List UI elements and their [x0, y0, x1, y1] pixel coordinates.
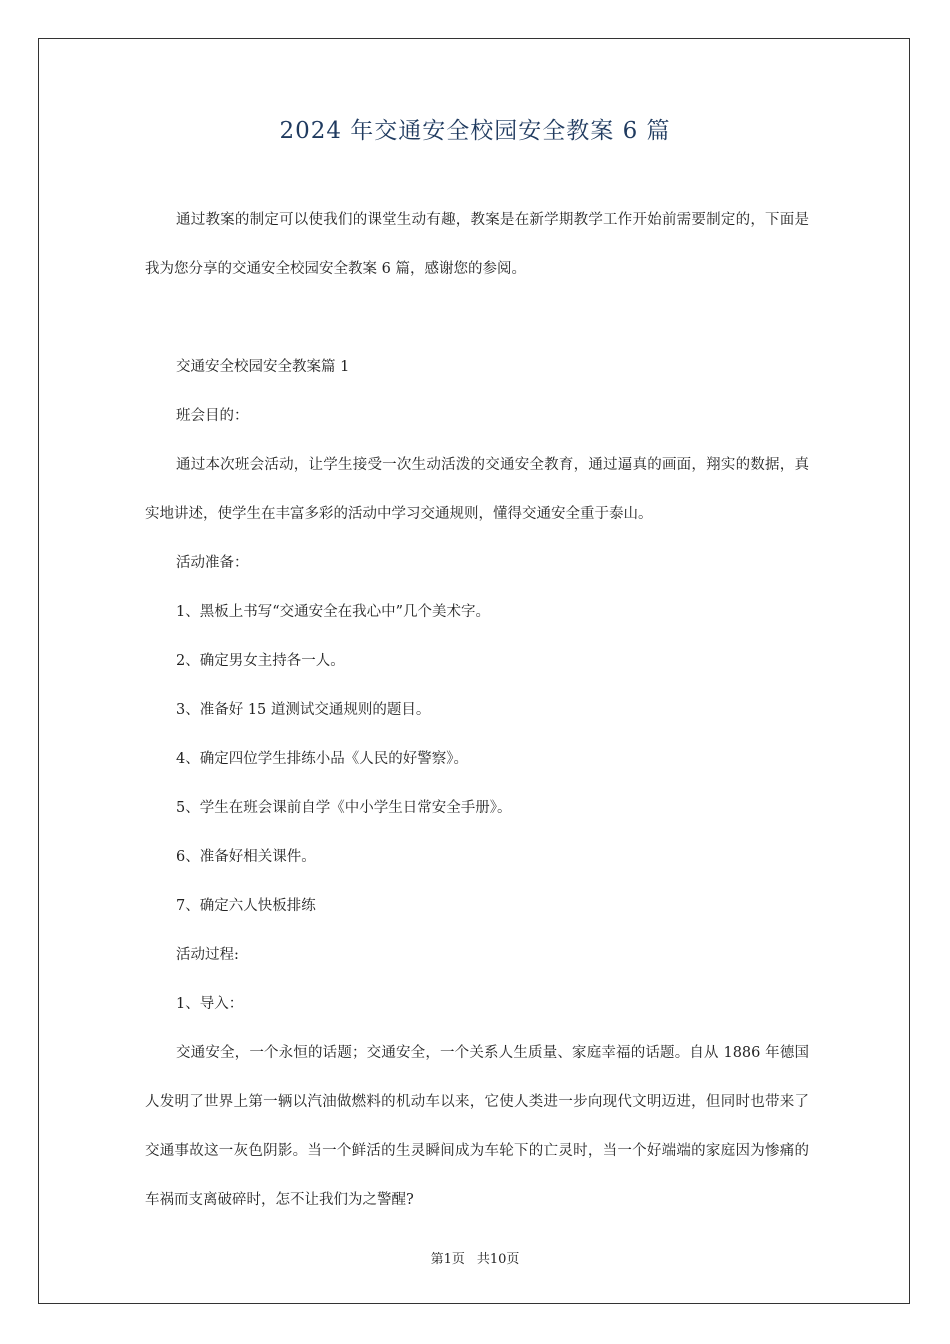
prep-item-1: 1、黑板上书写“交通安全在我心中”几个美术字。 [176, 604, 491, 620]
document-body [145, 196, 809, 1225]
page-total: 共10页 [476, 1252, 520, 1267]
prep-label: 活动准备： [176, 555, 249, 571]
section-spacer [145, 294, 809, 343]
prep-item-5: 5、学生在班会课前自学《中小学生日常安全手册》。 [176, 800, 512, 816]
prep-item-6: 6、准备好相关课件。 [176, 849, 316, 865]
page-number: 第1页 [430, 1252, 465, 1267]
prep-item-4: 4、确定四位学生排练小品《人民的好警察》。 [176, 751, 468, 767]
prep-item-2: 2、确定男女主持各一人。 [176, 653, 345, 669]
section-heading: 交通安全校园安全教案篇 1 [176, 359, 350, 375]
purpose-label: 班会目的： [176, 408, 249, 424]
purpose-text: 通过本次班会活动，让学生接受一次生动活泼的交通安全教育，通过逼真的画面，翔实的数据，真实地讲述，使学生在丰富多彩的活动中学习交通规则，懂得交通安全重于泰山。 [145, 457, 809, 522]
prep-item-7: 7、确定六人快板排练 [176, 898, 316, 914]
prep-item-3: 3、准备好 15 道测试交通规则的题目。 [176, 702, 431, 718]
intro-paragraph: 通过教案的制定可以使我们的课堂生动有趣，教案是在新学期教学工作开始前需要制定的，下面是我为您分享的交通安全校园安全教案 6 篇，感谢您的参阅。 [145, 212, 809, 277]
process-label: 活动过程: [176, 947, 239, 963]
page-footer [0, 1248, 950, 1267]
intro-step-text: 交通安全，一个永恒的话题；交通安全，一个关系人生质量、家庭幸福的话题。自从 1886 年德国人发明了世界上第一辆以汽油做燃料的机动车以来，它使人类进一步向现代文明迈进，但同时也带来了交通事故这一灰色阴影。当一个鲜活的生灵瞬间成为车轮下的亡灵时，当一个好端端的家庭因为惨痛的车祸而支离破碎时，怎不让我们为之警醒? [145, 1045, 809, 1208]
document-title: 2024 年交通安全校园安全教案 6 篇 [279, 118, 671, 144]
intro-step-label: 1、导入： [176, 996, 244, 1012]
